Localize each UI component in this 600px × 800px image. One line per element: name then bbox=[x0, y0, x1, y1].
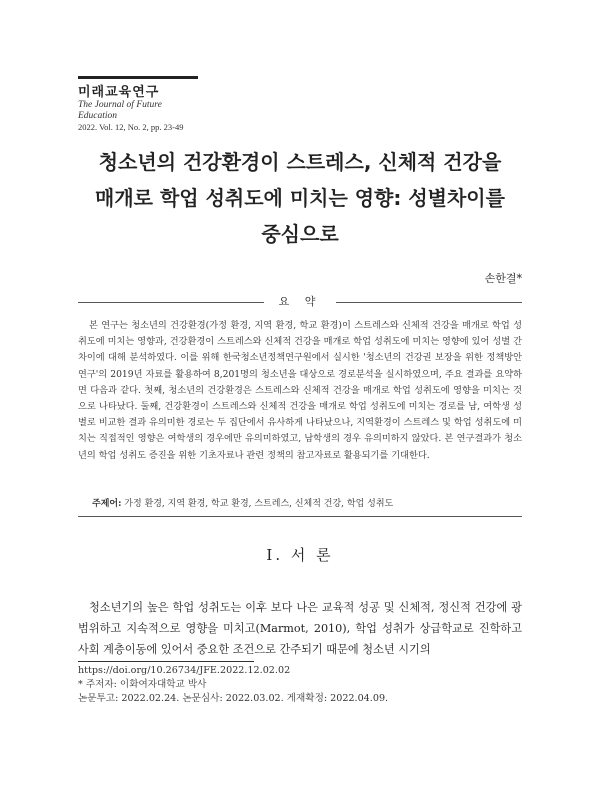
doi-link[interactable]: https://doi.org/10.26734/JFE.2022.12.02.02 bbox=[78, 665, 291, 676]
paper-title bbox=[40, 144, 560, 252]
author-footnote: * 주저자: 이화여자대학교 박사 bbox=[78, 679, 207, 690]
abstract-rule-right bbox=[336, 302, 522, 303]
keywords-text: 가정 환경, 지역 환경, 학교 환경, 스트레스, 신체적 건강, 학업 성취도 bbox=[124, 499, 394, 509]
footnote-divider bbox=[78, 661, 254, 662]
journal-volume: 2022. Vol. 12, No. 2, pp. 23-49 bbox=[78, 122, 184, 132]
section-heading: I. 서 론 bbox=[266, 546, 334, 564]
footnotes bbox=[78, 664, 388, 706]
abstract-text: 본 연구는 청소년의 건강환경(가정 환경, 지역 환경, 학교 환경)이 스트레스와 신체적 건강을 매개로 학업 성취도에 미치는 영향과, 건강환경이 스트레스와 신체적 건강을 매개로 학업 성취도에 미치는 영향에 있어 성별 간 차이에 대해 분석하였다. 이를 위해 한국청소년정책연구원에서 실시한 '청소년의 건강권 보장을 위한 정책방안 연구'의 2019년 자료를 활용하여 8,201명의 청소년을 대상으로 경로분석을 실시하였으며, 주요 결과를 요약하면 다음과 같다. 첫째, 청소년의 건강환경은 스트레스와 신체적 건강을 매개로 학업 성취도에 영향을 미치는 것으로 나타났다. 둘째, 건강환경이 스트레스와 신체적 건강을 매개로 학업 성취도에 미치는 경로를 남, 여학생 성별로 비교한 결과 유의미한 경로는 두 집단에서 유사하게 나타났으나, 지역환경이 스트레스 및 학업 성취도에 미치는 직접적인 영향은 여학생의 경우에만 유의미하였고, 남학생의 경우 유의미하지 않았다. 본 연구결과가 청소년의 학업 성취도 증진을 위한 기초자료나 관련 정책의 참고자료로 활용되기를 기대한다. bbox=[78, 320, 522, 461]
title-line-3: 중심으로 bbox=[261, 222, 339, 246]
author-name: 손한결* bbox=[484, 272, 522, 285]
journal-subtitle: The Journal of Future Education bbox=[78, 100, 162, 121]
title-line-1: 청소년의 건강환경이 스트레스, 신체적 건강을 bbox=[98, 150, 502, 174]
abstract-header bbox=[78, 295, 522, 309]
journal-header bbox=[78, 76, 198, 132]
keywords-label: 주제어: bbox=[92, 499, 122, 509]
abstract-label: 요 약 bbox=[278, 295, 322, 308]
title-line-2: 매개로 학업 성취도에 미치는 영향: 성별차이를 bbox=[95, 186, 505, 210]
keywords bbox=[92, 498, 522, 510]
journal-title: 미래교육연구 bbox=[78, 85, 160, 100]
submission-dates: 논문투고: 2022.02.24. 논문심사: 2022.03.02. 게재확정: 2022.04.09. bbox=[78, 693, 389, 704]
keywords-divider bbox=[78, 516, 522, 517]
body-paragraph: 청소년기의 높은 학업 성취도는 이후 보다 나은 교육적 성공 및 신체적, 정신적 건강에 광범위하고 지속적으로 영향을 미치고(Marmot, 2010), 학업 성취가 상급학교로 진학하고 사회 계층이동에 있어서 중요한 조건으로 간주되기 때문에 청소년 시기의 bbox=[78, 601, 522, 656]
